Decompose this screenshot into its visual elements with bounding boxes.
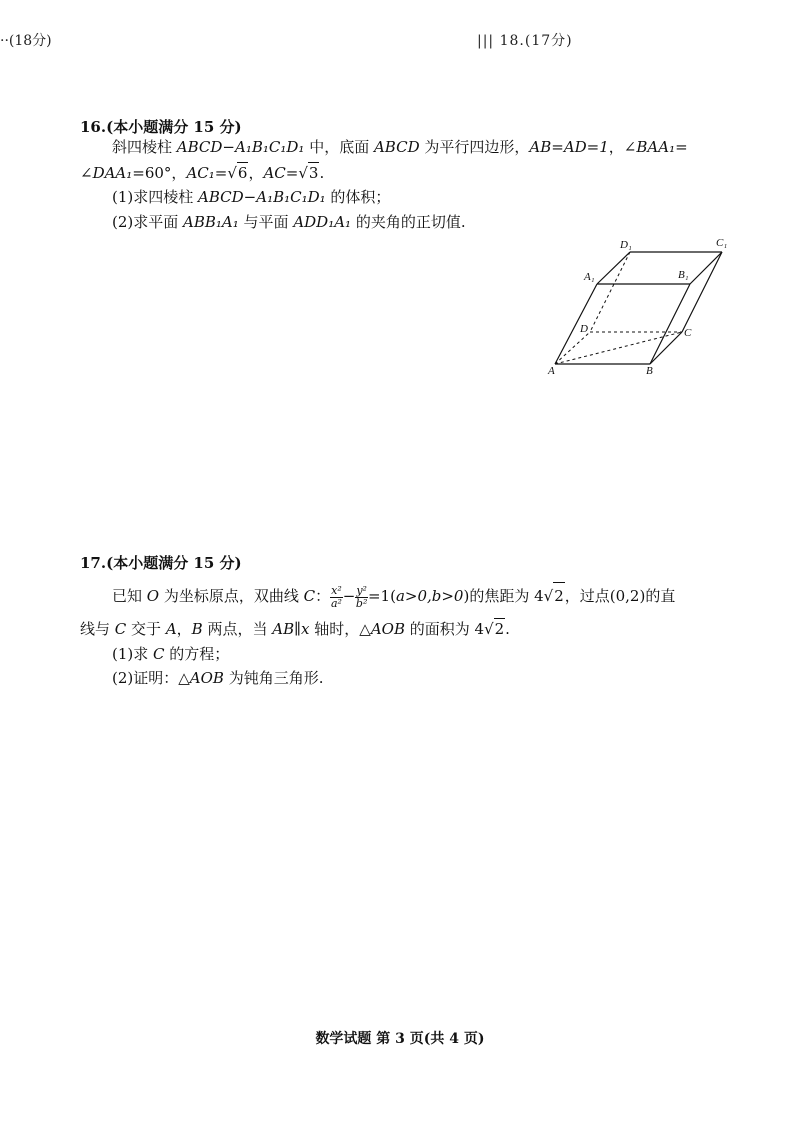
edge-bc bbox=[650, 332, 682, 364]
fraction-y2-b2: $\frac{\text{y²}}{\text{b²}}$ bbox=[355, 583, 368, 610]
label-c: C bbox=[684, 327, 692, 339]
label-a1: A₁ bbox=[584, 271, 595, 283]
q17-line1: 已知 O 为坐标原点，双曲线 C： $\frac{\text{x²}}{\text{a²}}$ − $\frac{\text{y²}}{\text{b²}}$ =1(a>0,b>0)的焦距为 4√2，过点(0,2)的直 bbox=[112, 583, 676, 610]
q16-title: 16.(本小题满分 15 分) bbox=[80, 118, 242, 136]
q16-line1: 斜四棱柱 ABCD−A₁B₁C₁D₁ 中，底面 ABCD 为平行四边形，AB=AD=1，∠BAA₁= bbox=[112, 138, 688, 156]
edge-a1d1 bbox=[597, 252, 630, 284]
edge-b1b bbox=[650, 284, 690, 364]
edge-c1c bbox=[682, 252, 722, 332]
label-d1: D₁ bbox=[620, 239, 632, 251]
edge-d1d-hidden bbox=[590, 252, 630, 332]
q16-line2: ∠DAA₁=60°，AC₁=√6，AC=√3. bbox=[80, 164, 325, 182]
label-b1: B₁ bbox=[678, 269, 689, 281]
header-left-fragment: ··(18分) bbox=[0, 33, 52, 49]
header-mid-fragment: ||| 18.(17分) bbox=[477, 33, 573, 49]
q16-part1: (1)求四棱柱 ABCD−A₁B₁C₁D₁ 的体积； bbox=[112, 188, 391, 206]
q17-part1: (1)求 C 的方程； bbox=[112, 645, 230, 663]
q17-part2: (2)证明：△AOB 为钝角三角形. bbox=[112, 669, 324, 687]
sqrt-3: √3 bbox=[298, 164, 319, 182]
sqrt-6: √6 bbox=[227, 164, 248, 182]
sqrt-2-a: √2 bbox=[544, 582, 565, 609]
sqrt-2-b: √2 bbox=[484, 620, 505, 638]
label-b: B bbox=[646, 365, 653, 377]
label-c1: C₁ bbox=[716, 237, 728, 249]
edge-c1b1 bbox=[690, 252, 722, 284]
edge-a1a bbox=[555, 284, 597, 364]
q17-title: 17.(本小题满分 15 分) bbox=[80, 554, 242, 572]
label-a: A bbox=[548, 365, 555, 377]
q17-line2: 线与 C 交于 A，B 两点，当 AB∥x 轴时，△AOB 的面积为 4√2. bbox=[80, 620, 510, 638]
fraction-x2-a2: $\frac{\text{x²}}{\text{a²}}$ bbox=[330, 583, 342, 610]
q16-part2: (2)求平面 ABB₁A₁ 与平面 ADD₁A₁ 的夹角的正切值. bbox=[112, 213, 466, 231]
label-d: D bbox=[580, 323, 588, 335]
prism-figure bbox=[540, 228, 740, 378]
page-footer: 数学试题 第 3 页(共 4 页) bbox=[315, 1031, 485, 1047]
